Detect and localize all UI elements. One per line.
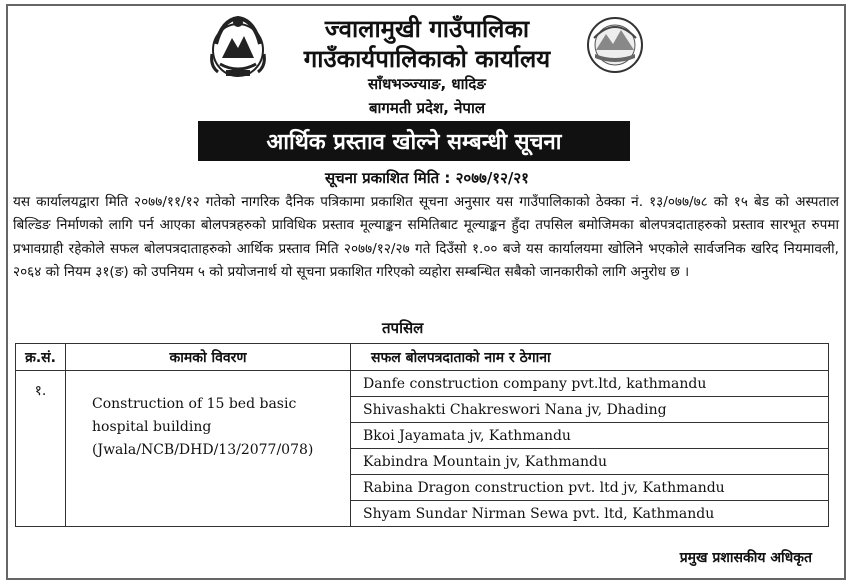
bidder-name: Shyam Sundar Nirman Sewa pvt. ltd, Kathmandu — [351, 501, 829, 527]
col-work-header: कामको विवरण — [66, 344, 351, 371]
table-header-row — [16, 344, 829, 371]
bidder-name: Shivashakti Chakreswori Nana jv, Dhading — [351, 397, 829, 423]
bidder-name: Kabindra Mountain jv, Kathmandu — [351, 449, 829, 475]
notice-title: आर्थिक प्रस्ताव खोल्ने सम्बन्धी सूचना — [198, 121, 630, 161]
notice-body: यस कार्यालयद्वारा मिति २०७७/११/१२ गतेको नागरिक दैनिक पत्रिकामा प्रकाशित सूचना अनुसार यस गाउँपालिकाको ठेक्का नं. १३/०७७/७८ को १५ बेड को अस्पताल बिल्डिङ निर्माणको लागि पर्न आएका बोलपत्रहरुको प्राविधिक प्रस्ताव मूल्याङ्कन समितिबाट मूल्याङ्कन हुँदा तपसिल बमोजिमका बोलपत्रदाताहरुको प्रस्ताव सारभूत रुपमा प्रभावग्राही रहेकोले सफल बोलपत्रदाताहरुको आर्थिक प्रस्ताव मिति २०७७/१२/२७ गते दिउँसो १.०० बजे यस कार्यालयमा खोलिने भएकोले सार्वजनिक खरिद नियमावली, २०६४ को नियम ३१(ङ) को उपनियम ५ को प्रयोजनार्थ यो सूचना प्रकाशित गरिएको व्यहोरा सम्बन्धित सबैको जानकारीको लागि अनुरोध छ । — [13, 194, 839, 281]
office-address: साँधभञ्ज्याङ, धादिङ — [368, 75, 486, 93]
col-bidder-header: सफल बोलपत्रदाताको नाम र ठेगाना — [351, 344, 829, 371]
work-line: Construction of 15 bed basic — [92, 396, 297, 412]
table-row — [16, 371, 829, 397]
office-name: गाउँकार्यपालिकाको कार्यालय — [303, 45, 551, 73]
work-description — [66, 371, 351, 527]
signature-title: प्रमुख प्रशासकीय अधिकृत — [679, 550, 812, 566]
col-serial-header: क्र.सं. — [16, 344, 66, 371]
bidders-table — [15, 343, 829, 527]
bidder-name: Danfe construction company pvt.ltd, kathmandu — [351, 371, 829, 397]
work-line: (Jwala/NCB/DHD/13/2077/078) — [92, 442, 314, 458]
province-country: बागमती प्रदेश, नेपाल — [368, 99, 486, 117]
bidder-name: Bkoi Jayamata jv, Kathmandu — [351, 423, 829, 449]
published-date: सूचना प्रकाशित मिति : २०७७/१२/२१ — [325, 169, 529, 187]
bidder-name: Rabina Dragon construction pvt. ltd jv, Kathmandu — [351, 475, 829, 501]
work-line: hospital building — [92, 419, 212, 435]
serial-number: १. — [16, 371, 66, 527]
tapasil-label: तपसिल — [382, 319, 424, 337]
org-name: ज्वालामुखी गाउँपालिका — [324, 15, 530, 43]
